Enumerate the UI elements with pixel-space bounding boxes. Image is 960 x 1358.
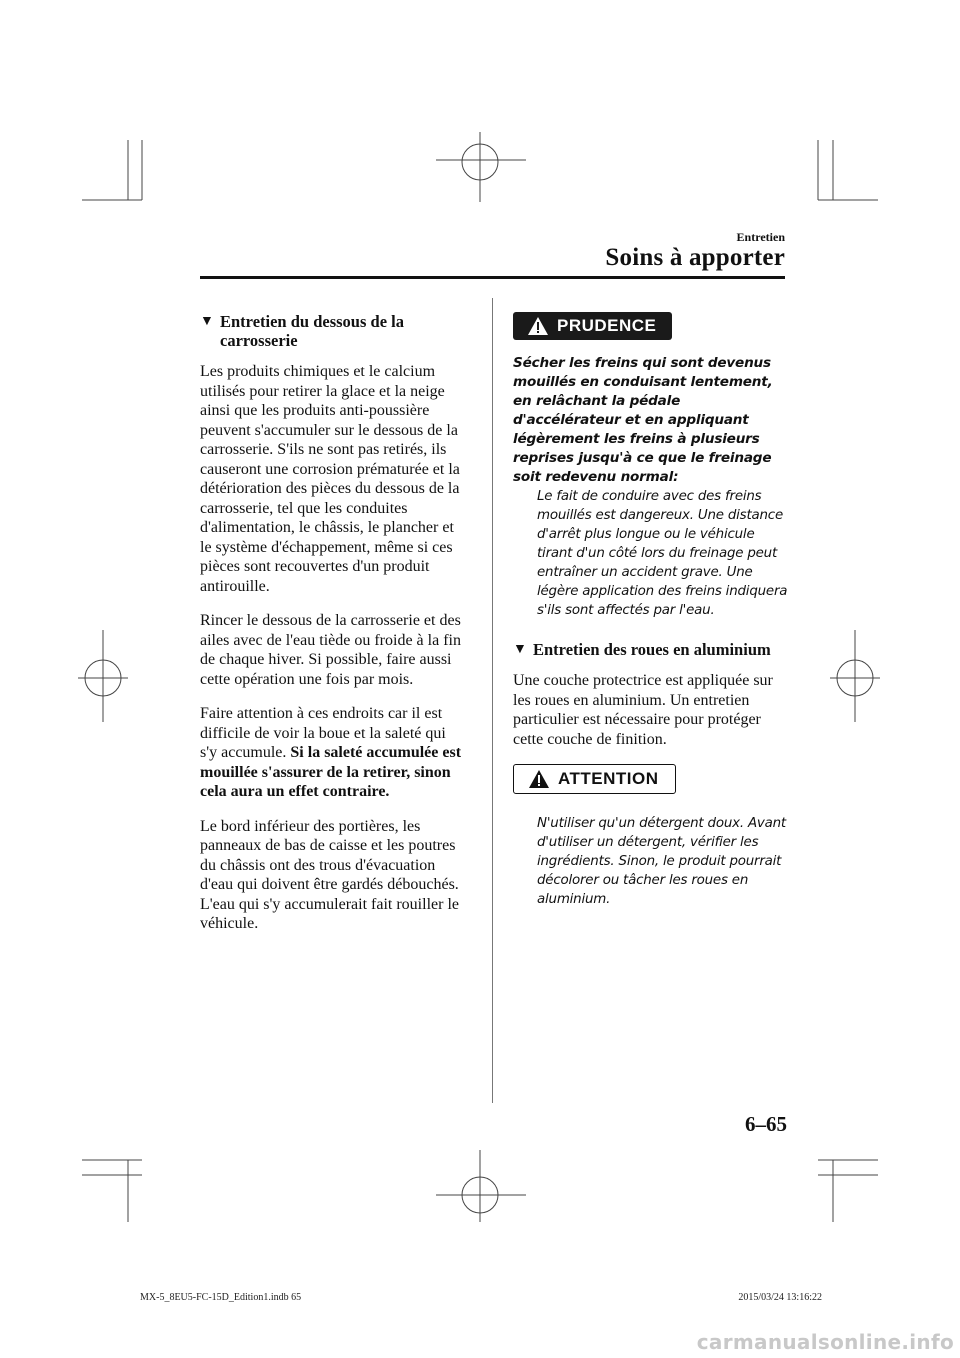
footer-timestamp: 2015/03/24 13:16:22 bbox=[738, 1292, 822, 1303]
underbody-paragraph-3-text: Faire attention à ces endroits car il est difficile de voir la boue et la saleté qui s'y accumule. bbox=[200, 705, 446, 761]
attention-body-text: N'utiliser qu'un détergent doux. Avant d'utiliser un détergent, vérifier les ingrédients. Sinon, le produit pourrait décolorer ou tâcher les roues en aluminium. bbox=[537, 816, 786, 907]
underbody-paragraph-2: Rincer le dessous de la carrosserie et des ailes avec de l'eau tiède ou froide à la fin de chaque hiver. Si possible, faire aussi cette opération une fois par mois. bbox=[200, 612, 461, 688]
watermark: carmanualsonline.info bbox=[696, 1330, 954, 1354]
underbody-heading-text: Entretien du dessous de la carrosserie bbox=[220, 312, 404, 350]
warning-icon bbox=[528, 769, 550, 789]
page-number: 6–65 bbox=[745, 1112, 787, 1136]
caution-body-text: Le fait de conduire avec des freins mouillés est dangereux. Une distance d'arrêt plus longue ou le véhicule tirant d'un côté lors du freinage peut entraîner un accident grave. Une légère application des freins indiquera s'ils sont affectés par l'eau. bbox=[537, 489, 788, 618]
column-divider bbox=[492, 298, 493, 1103]
header-rule bbox=[200, 276, 785, 279]
underbody-paragraph-3 bbox=[200, 704, 466, 802]
caution-callout bbox=[513, 312, 672, 340]
footer-filename: MX-5_8EU5-FC-15D_Edition1.indb 65 bbox=[140, 1292, 302, 1303]
left-column bbox=[200, 312, 466, 949]
warning-icon bbox=[527, 316, 549, 336]
triangle-down-icon: ▼ bbox=[200, 314, 214, 329]
aluminium-wheels-heading bbox=[513, 640, 789, 659]
underbody-paragraph-4: Le bord inférieur des portières, les panneaux de bas de caisse et les poutres du châssis ont des trous d'évacuation d'eau qui doivent être gardés débouchés. L'eau qui s'y accumulerait fait rouiller le véhicule. bbox=[200, 817, 459, 932]
aluminium-wheels-paragraph: Une couche protectrice est appliquée sur les roues en aluminium. Un entretien particulier est nécessaire pour protéger cette couche de finition. bbox=[513, 672, 773, 748]
caution-lead-text: Sécher les freins qui sont devenus mouillés en conduisant lentement, en relâchant la pédale d'accélérateur et en appliquant légèrement les freins à plusieurs reprises jusqu'à ce que le freinage soit redevenu normal: bbox=[513, 355, 773, 485]
right-column bbox=[513, 312, 789, 909]
triangle-down-icon: ▼ bbox=[513, 642, 527, 657]
underbody-paragraph-1: Les produits chimiques et le calcium utilisés pour retirer la glace et la neige ainsi que les produits anti-poussière peuvent s'accumuler sur le dessous de la carrosserie. S'ils ne sont pas retirés, ils causeront une corrosion prématurée et la détérioration des pièces du dessous de la carrosserie, tel que les conduites d'alimentation, le châssis, le plancher et le système d'échappement, même si ces pièces sont recouvertes d'un produit antirouille. bbox=[200, 363, 460, 595]
section-label: Entretien bbox=[736, 230, 785, 244]
underbody-paragraph-3-bold: Si la saleté accumulée est mouillée s'assurer de la retirer, sinon cela aura un effet contraire. bbox=[200, 744, 462, 800]
attention-label: ATTENTION bbox=[558, 769, 659, 789]
attention-callout bbox=[513, 764, 676, 794]
caution-label: PRUDENCE bbox=[557, 316, 657, 336]
aluminium-wheels-heading-text: Entretien des roues en aluminium bbox=[533, 640, 771, 659]
underbody-heading bbox=[200, 312, 466, 350]
page-title: Soins à apporter bbox=[605, 244, 785, 271]
